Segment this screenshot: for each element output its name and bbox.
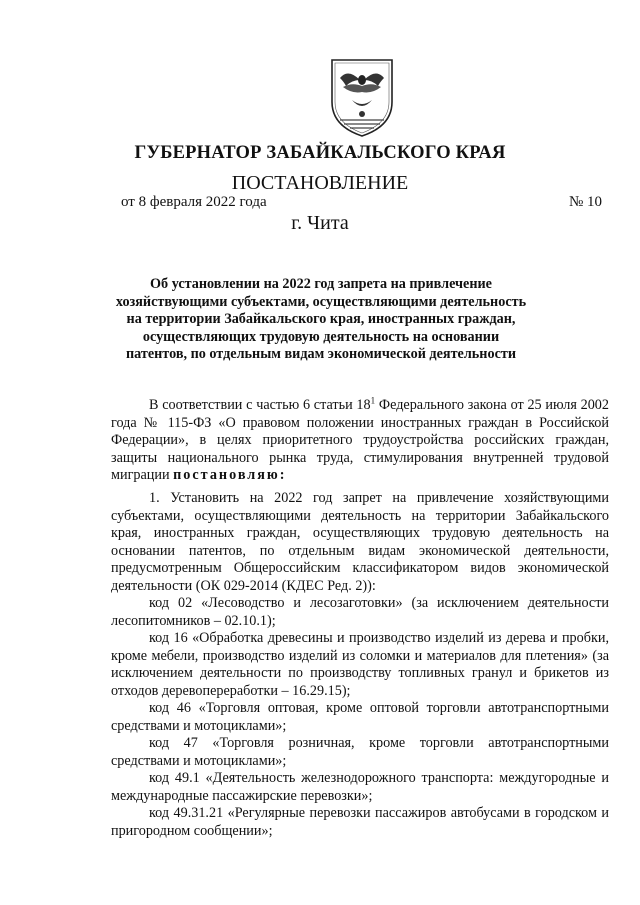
intro-text-part1: В соответствии с частью 6 статьи 18 xyxy=(149,397,371,413)
list-item: код 02 «Лесоводство и лесозаготовки» (за исключением деятельности лесопитомников – 02.10.1); xyxy=(111,595,609,629)
document-type: ПОСТАНОВЛЕНИЕ xyxy=(231,172,409,194)
list-item: код 16 «Обработка древесины и производство изделий из дерева и пробки, кроме мебели, производство изделий из соломки и материалов для плетения» (за исключением деятельности по производству топливных гранул и брикетов из отходов деревопереработки – 16.29.15); xyxy=(111,630,609,699)
intro-text-part2: Федерального закона от 25 июля 2002 года № 115-ФЗ «О правовом положении иностранных граждан в Российской Федерации», в целях приоритетного трудоустройства российских граждан, защиты национального рынка труда, стимулирования внутренней трудовой миграции xyxy=(111,397,609,483)
document-date: от 8 февраля 2022 года xyxy=(121,194,267,210)
decree-word: постановляю: xyxy=(173,467,287,483)
authority-heading: ГУБЕРНАТОР ЗАБАЙКАЛЬСКОГО КРАЯ xyxy=(134,143,506,163)
list-item: код 46 «Торговля оптовая, кроме оптовой торговли автотранспортными средствами и мотоциклами»; xyxy=(111,700,609,734)
list-item: код 47 «Торговля розничная, кроме торговли автотранспортными средствами и мотоциклами»; xyxy=(111,735,609,769)
list-item: код 49.1 «Деятельность железнодорожного транспорта: междугородные и международные пассажирские перевозки»; xyxy=(111,770,609,804)
document-number: № 10 xyxy=(568,194,602,210)
document-title: Об установлении на 2022 год запрета на привлечение хозяйствующими субъектами, осуществляющими деятельность на территории Забайкальского края, иностранных граждан, осуществляющих трудовую деятельность на основании патентов, по отдельным видам экономической деятельности xyxy=(115,276,527,362)
list-item: код 49.31.21 «Регулярные перевозки пассажиров автобусами в городском и пригородном сообщении»; xyxy=(111,805,609,839)
decree-items xyxy=(111,490,609,840)
document-city: г. Чита xyxy=(291,212,349,234)
intro-superscript: 1 xyxy=(370,395,376,406)
list-item: 1. Установить на 2022 год запрет на привлечение хозяйствующими субъектами, осуществляющими деятельность на территории Забайкальского края, иностранных граждан, осуществляющих трудовую деятельность на основании патентов, по отдельным видам экономической деятельности, предусмотренным Общероссийским классификатором видов экономической деятельности (ОК 029-2014 (КДЕС Ред. 2)): xyxy=(111,490,609,594)
coat-of-arms-emblem xyxy=(326,56,398,140)
intro-paragraph xyxy=(111,397,609,485)
